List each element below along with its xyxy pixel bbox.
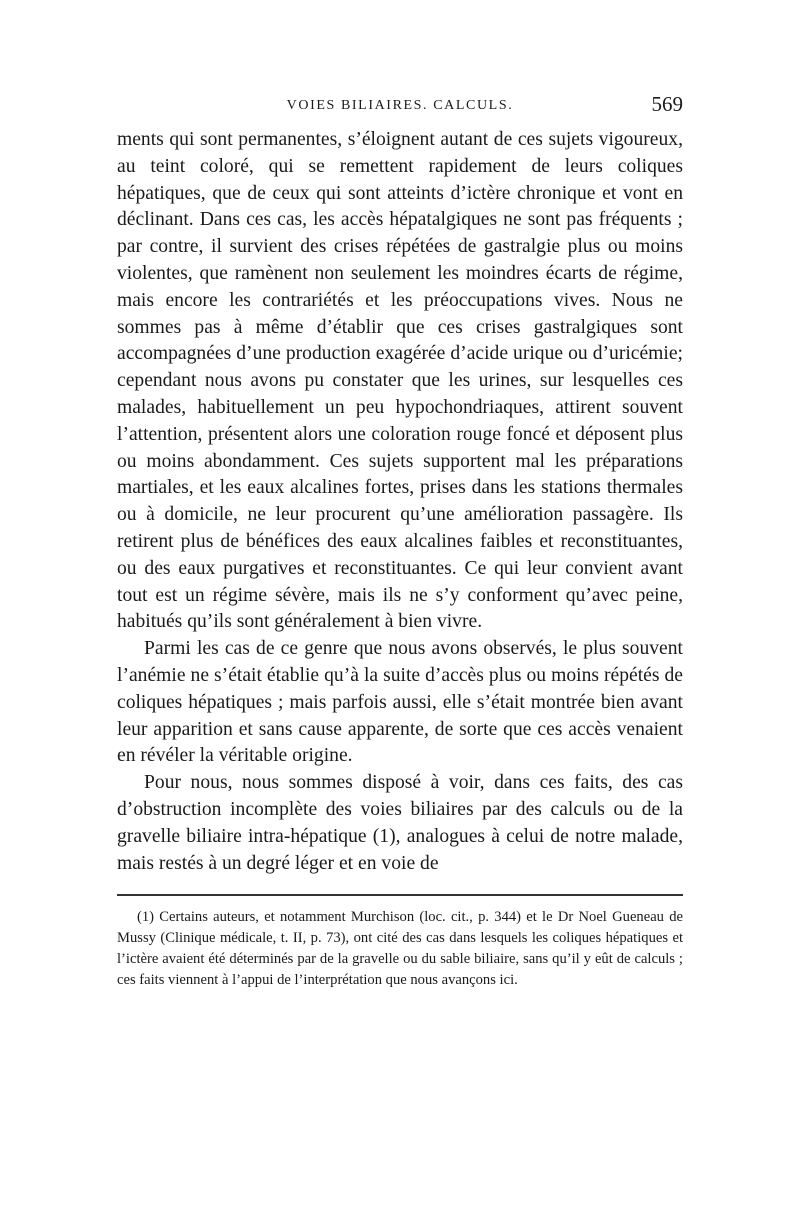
book-page — [117, 92, 683, 991]
paragraph-continued: ments qui sont permanentes, s’éloignent autant de ces sujets vigoureux, au teint coloré, qui se remettent rapidement de leurs coliques hépatiques, que de ceux qui sont atteints d’ictère chronique et vont en déclinant. Dans ces cas, les accès hépatalgiques ne sont pas fréquents ; par contre, il survient des crises répétées de gastralgie plus ou moins violentes, que ramènent non seulement les moindres écarts de régime, mais encore les contrariétés et les préoccupations vives. Nous ne sommes pas à même d’établir que ces crises gastralgiques sont accompagnées d’une production exagérée d’acide urique ou d’uricémie; cependant nous avons pu constater que les urines, sur lesquelles ces malades, habituellement un peu hypochondriaques, attirent souvent l’attention, présentent alors une coloration rouge foncé et déposent plus ou moins abondamment. Ces sujets supportent mal les préparations martiales, et les eaux alcalines fortes, prises dans les stations thermales ou à domicile, ne leur procurent qu’une amélioration passagère. Ils retirent plus de bénéfices des eaux alcalines faibles et reconstituantes, ou des eaux purgatives et reconstituantes. Ce qui leur convient avant tout est un régime sévère, mais ils ne s’y conforment qu’avec peine, habitués qu’ils sont généralement à bien vivre. — [117, 129, 683, 633]
footnote: (1) Certains auteurs, et notamment Murchison (loc. cit., p. 344) et le Dr Noel Gueneau de Mussy (Clinique médicale, t. II, p. 73), ont cité des cas dans lesquels les coliques hépatiques et l’ictère avaient été déterminés par de la gravelle ou du sable biliaire, sans qu’il y eût de calculs ; ces faits viennent à l’appui de l’interprétation que nous avançons ici. — [117, 909, 683, 988]
footnote-separator — [117, 894, 683, 896]
page-header — [117, 92, 683, 126]
paragraph: Parmi les cas de ce genre que nous avons observés, le plus souvent l’anémie ne s’était établie qu’à la suite d’accès plus ou moins répétés de coliques hépatiques ; mais parfois aussi, elle s’était montrée bien avant leur apparition et sans cause apparente, de sorte que ces accès venaient en révéler la véritable origine. — [117, 638, 683, 767]
body-text — [117, 127, 683, 877]
page-number: 569 — [651, 92, 683, 116]
paragraph: Pour nous, nous sommes disposé à voir, dans ces faits, des cas d’obstruction incomplète des voies biliaires par des calculs ou de la gravelle biliaire intra-hépatique (1), analogues à celui de notre malade, mais restés à un degré léger et en voie de — [117, 772, 683, 874]
running-head: VOIES BILIAIRES. CALCULS. — [286, 98, 514, 113]
